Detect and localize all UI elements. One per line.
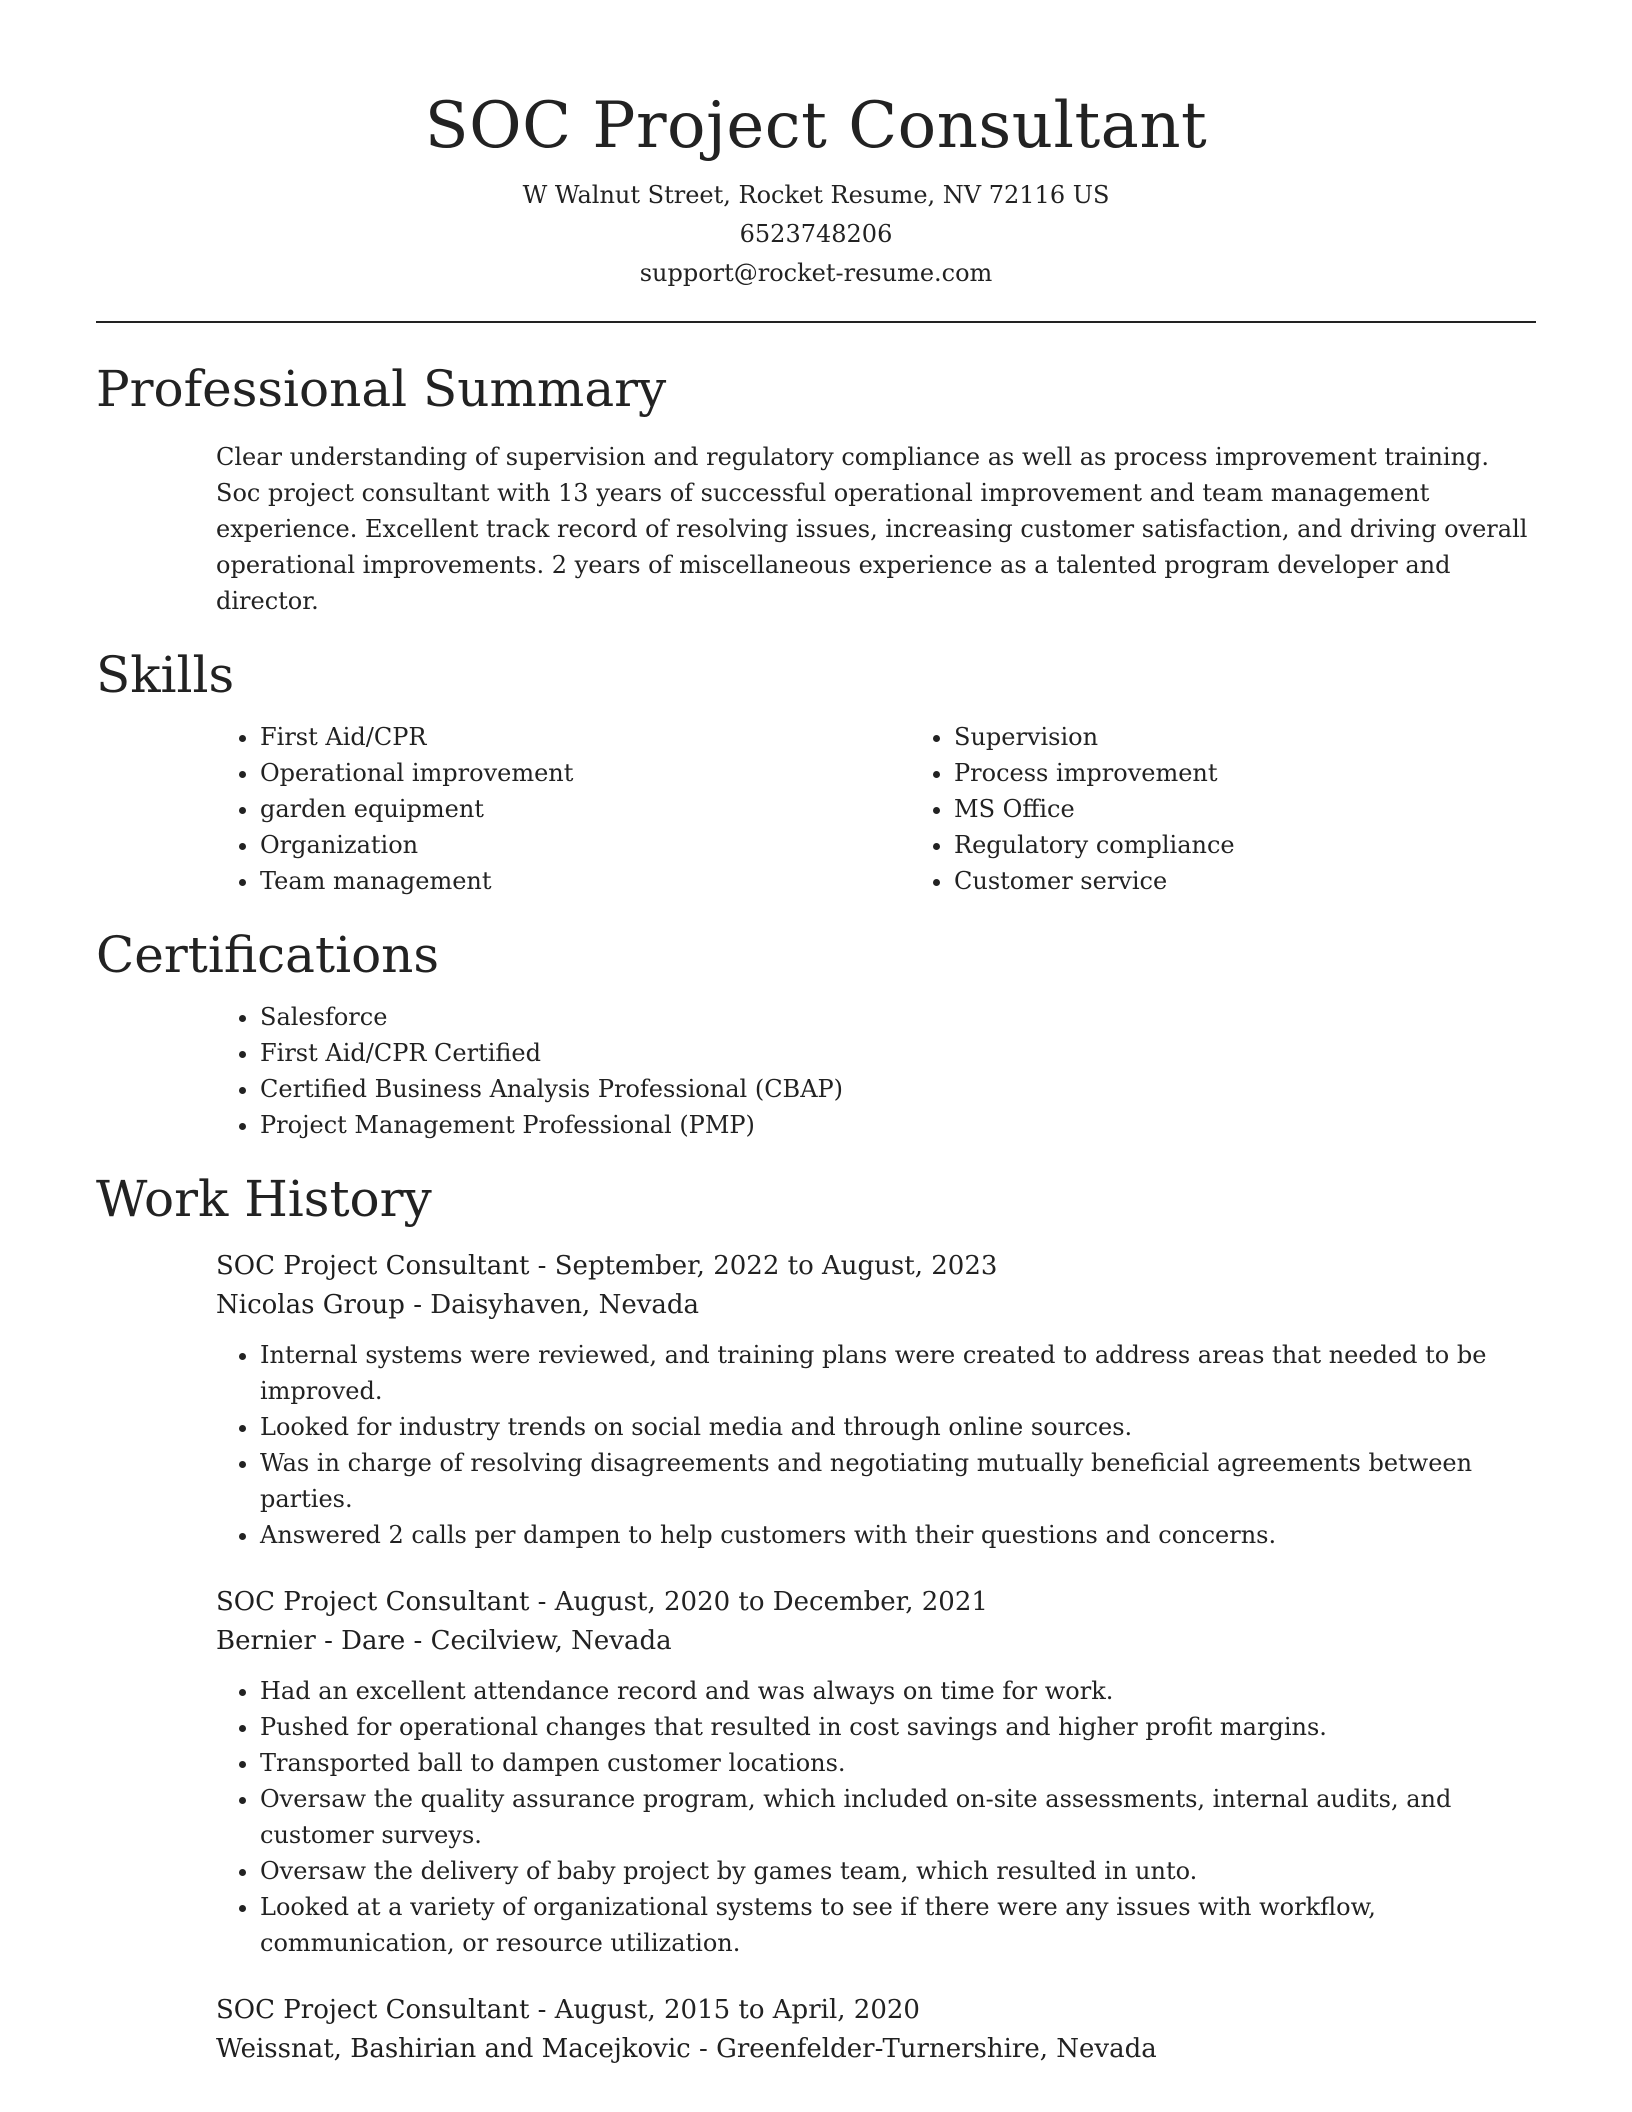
skill-item: • Organization xyxy=(260,827,910,863)
skills-columns xyxy=(216,719,1536,899)
job-bullets xyxy=(216,1673,1536,1961)
job-location: Daisyhaven, Nevada xyxy=(430,1290,700,1320)
job-title: SOC Project Consultant xyxy=(216,1587,530,1617)
job-company-line: Weissnat, Bashirian and Macejkovic - Greenfelder-Turnershire, Nevada xyxy=(216,2034,1157,2064)
job-dates: August, 2015 to April, 2020 xyxy=(554,1995,920,2025)
certifications-section xyxy=(96,925,1536,1143)
job-bullet: • Transported ball to dampen customer locations. xyxy=(260,1745,1536,1781)
job-company-line: Nicolas Group - Daisyhaven, Nevada xyxy=(216,1290,700,1320)
resume-header xyxy=(96,0,1536,293)
job-company: Weissnat, Bashirian and Macejkovic xyxy=(216,2034,691,2064)
job-bullets xyxy=(216,1337,1536,1553)
skills-section xyxy=(96,645,1536,899)
job-company-line: Bernier - Dare - Cecilview, Nevada xyxy=(216,1626,672,1656)
summary-text: Clear understanding of supervision and regulatory compliance as well as process improvement training. Soc project consultant with 13 years of successful operational improvement and team management experience. Excellent track record of resolving issues, increasing customer satisfaction, and driving overall operational improvements. 2 years of miscellaneous experience as a talented program developer and director. xyxy=(216,443,1528,615)
skill-item: • MS Office xyxy=(954,791,1604,827)
skill-item: • Process improvement xyxy=(954,755,1604,791)
header-divider xyxy=(96,321,1536,323)
job-entry xyxy=(216,1991,1536,2069)
job-entry xyxy=(216,1247,1536,1553)
job-company: Nicolas Group xyxy=(216,1290,405,1320)
email-line: support@rocket-resume.com xyxy=(639,259,993,287)
skill-item: • First Aid/CPR xyxy=(260,719,910,755)
job-bullet: • Oversaw the delivery of baby project by games team, which resulted in unto. xyxy=(260,1853,1536,1889)
job-bullet: • Oversaw the quality assurance program, which included on-site assessments, internal audits, and customer surveys. xyxy=(260,1781,1536,1853)
certification-item: • Certified Business Analysis Professional (CBAP) xyxy=(260,1071,1536,1107)
job-bullet: • Internal systems were reviewed, and training plans were created to address areas that needed to be improved. xyxy=(260,1337,1536,1409)
resume-page xyxy=(96,0,1536,2093)
certification-item: • Project Management Professional (PMP) xyxy=(260,1107,1536,1143)
job-bullet: • Pushed for operational changes that resulted in cost savings and higher profit margins. xyxy=(260,1709,1536,1745)
skills-right-list xyxy=(910,719,1604,899)
certifications-list xyxy=(216,999,1536,1143)
job-title-line: SOC Project Consultant - August, 2015 to April, 2020 xyxy=(216,1995,920,2025)
job-bullet: • Answered 2 calls per dampen to help customers with their questions and concerns. xyxy=(260,1517,1536,1553)
summary-heading: Professional Summary xyxy=(96,360,667,418)
summary-section xyxy=(96,359,1536,619)
job-title-line: SOC Project Consultant - August, 2020 to December, 2021 xyxy=(216,1587,988,1617)
phone-line: 6523748206 xyxy=(739,220,893,248)
job-bullet: • Looked for industry trends on social media and through online sources. xyxy=(260,1409,1536,1445)
job-title-line: SOC Project Consultant - September, 2022 to August, 2023 xyxy=(216,1251,998,1281)
certifications-heading: Certifications xyxy=(96,926,440,984)
job-entry xyxy=(216,1583,1536,1961)
job-title: SOC Project Consultant xyxy=(216,1995,530,2025)
job-company: Bernier - Dare xyxy=(216,1626,406,1656)
skill-item: • Customer service xyxy=(954,863,1604,899)
job-bullet: • Looked at a variety of organizational systems to see if there were any issues with workflow, communication, or resource utilization. xyxy=(260,1889,1536,1961)
contact-block xyxy=(96,176,1536,293)
job-title: SOC Project Consultant xyxy=(216,1251,530,1281)
job-dates: August, 2020 to December, 2021 xyxy=(554,1587,988,1617)
skills-heading: Skills xyxy=(96,646,235,704)
skill-item: • garden equipment xyxy=(260,791,910,827)
job-bullet: • Had an excellent attendance record and was always on time for work. xyxy=(260,1673,1536,1709)
job-location: Greenfelder-Turnershire, Nevada xyxy=(716,2034,1157,2064)
skill-item: • Operational improvement xyxy=(260,755,910,791)
job-dates: September, 2022 to August, 2023 xyxy=(554,1251,998,1281)
skill-item: • Team management xyxy=(260,863,910,899)
work-history-heading: Work History xyxy=(96,1170,432,1228)
work-history-section xyxy=(96,1169,1536,2069)
job-bullet: • Was in charge of resolving disagreements and negotiating mutually beneficial agreements between parties. xyxy=(260,1445,1536,1517)
skill-item: • Regulatory compliance xyxy=(954,827,1604,863)
candidate-name: SOC Project Consultant xyxy=(424,89,1208,163)
job-location: Cecilview, Nevada xyxy=(430,1626,672,1656)
skills-left-list xyxy=(216,719,910,899)
skill-item: • Supervision xyxy=(954,719,1604,755)
certification-item: • First Aid/CPR Certified xyxy=(260,1035,1536,1071)
address-line: W Walnut Street, Rocket Resume, NV 72116 US xyxy=(522,181,1110,209)
certification-item: • Salesforce xyxy=(260,999,1536,1035)
